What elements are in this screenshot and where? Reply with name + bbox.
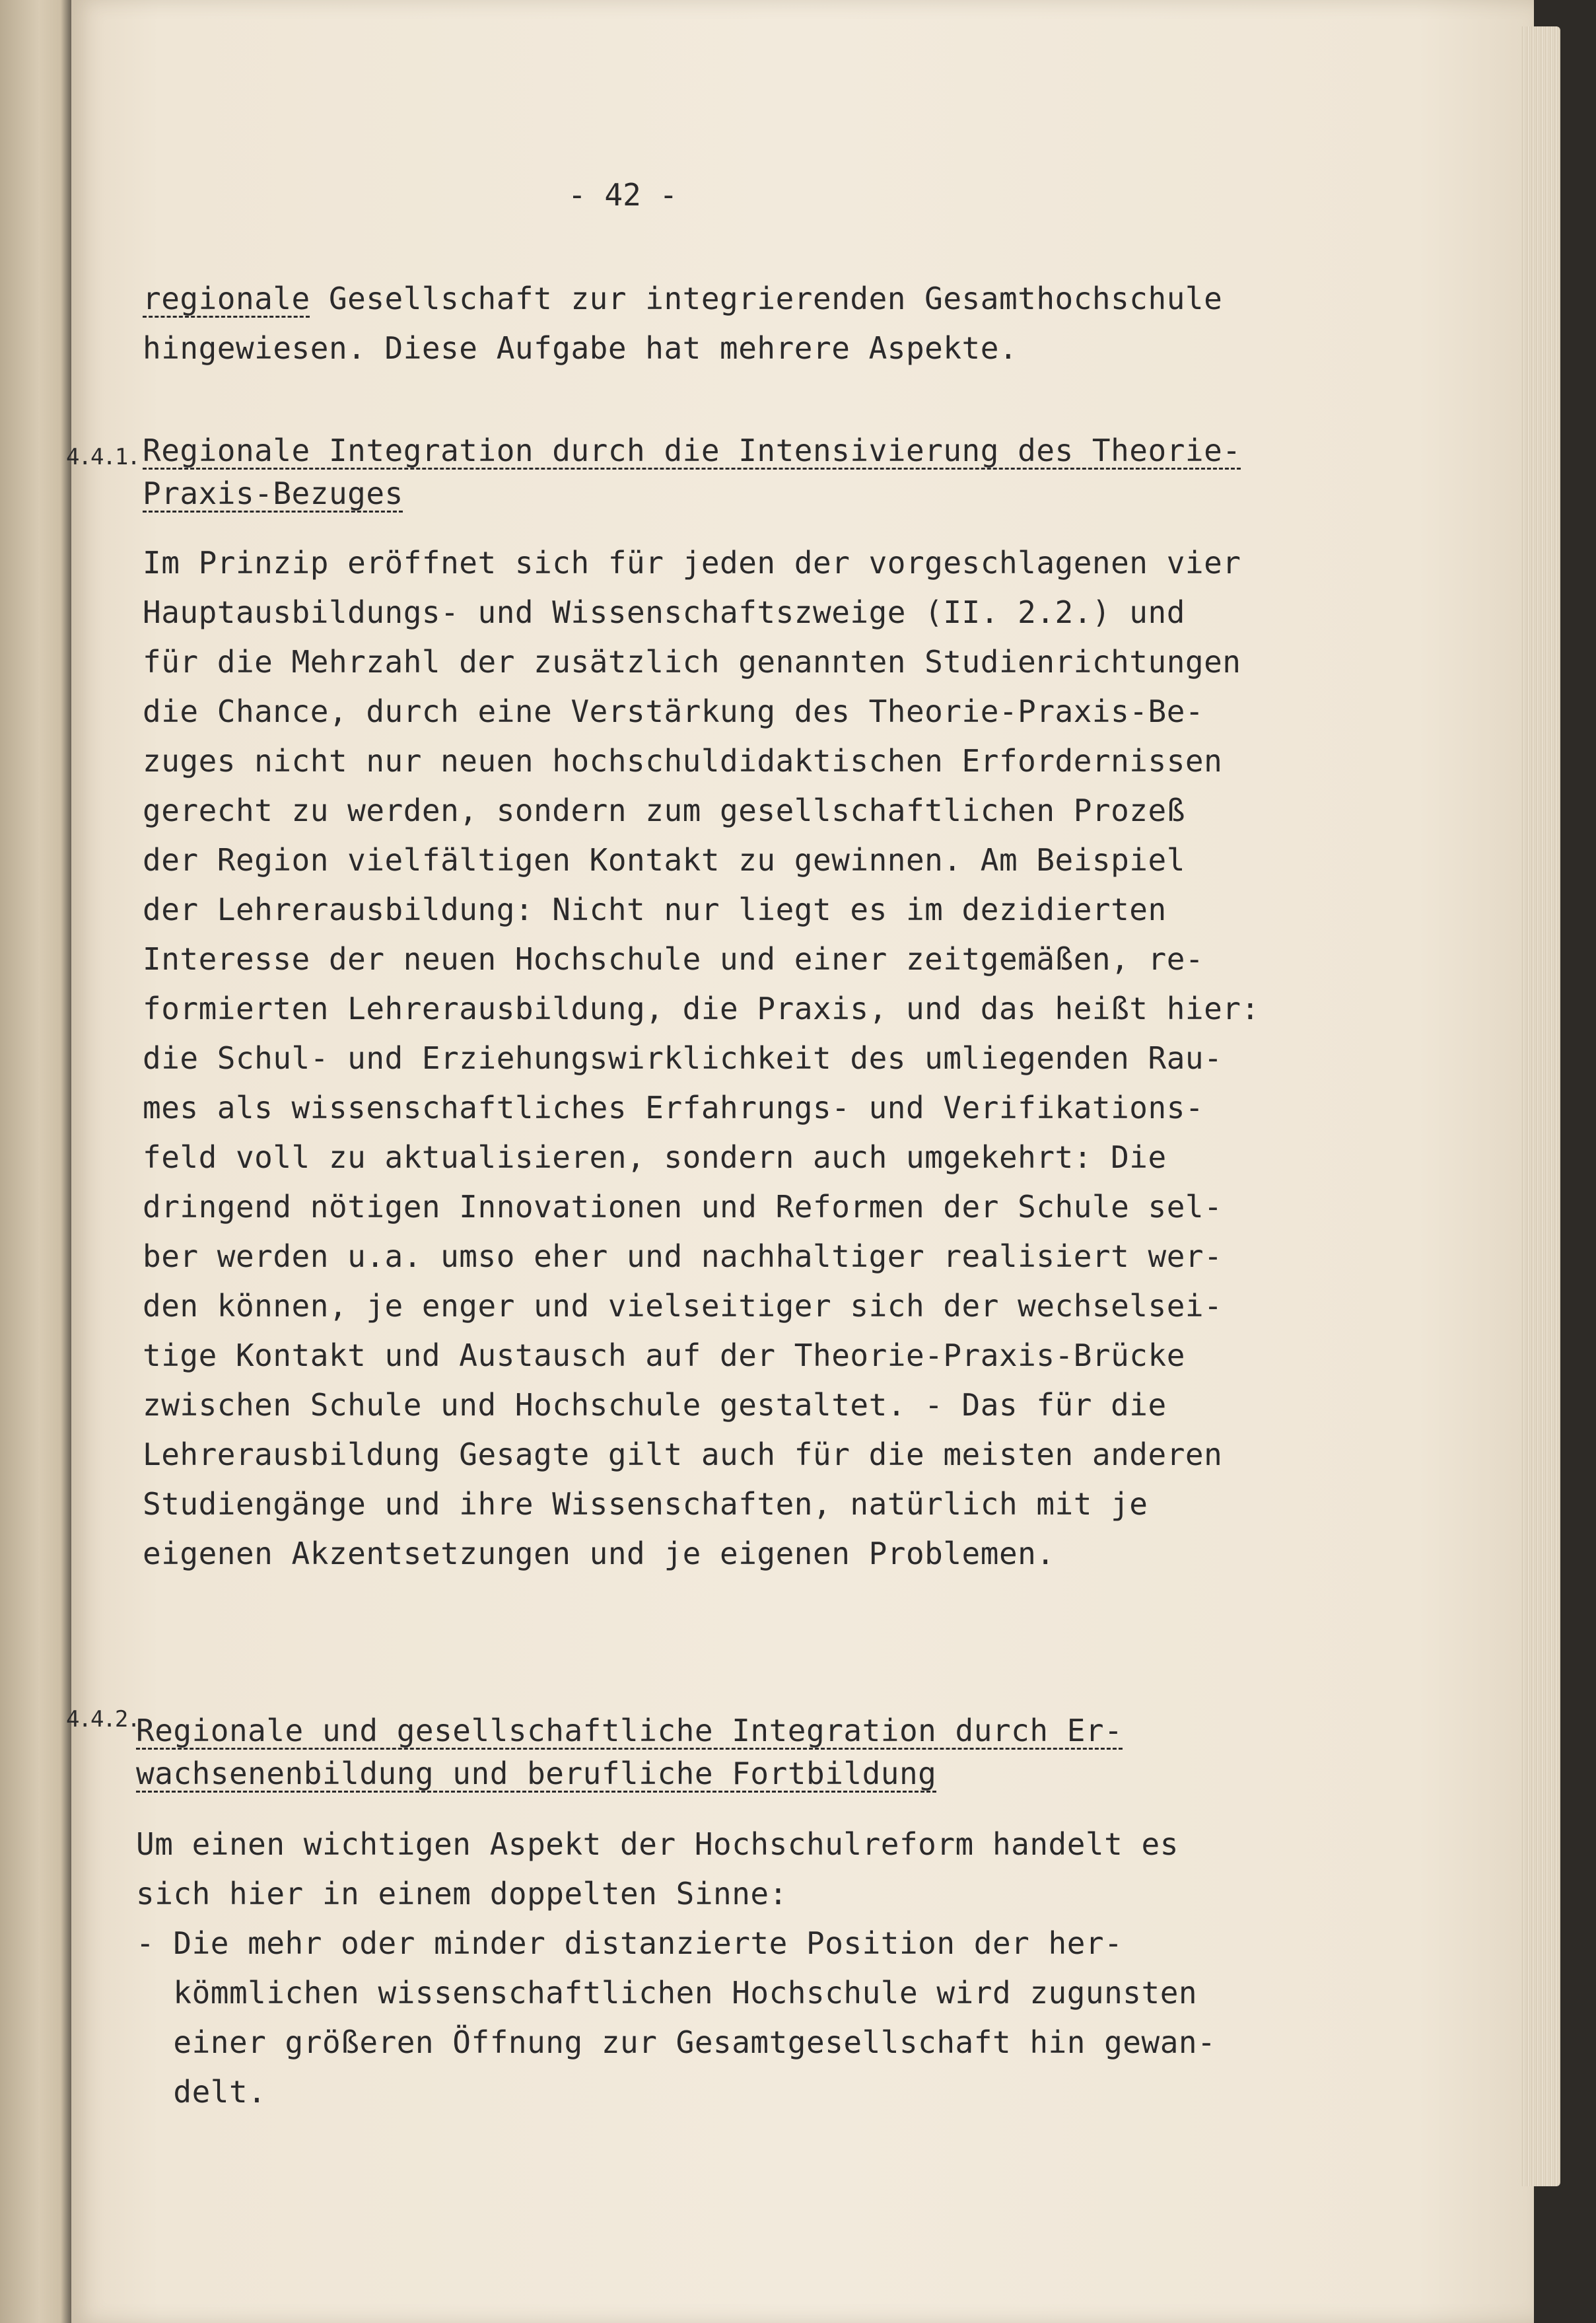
body-line: Im Prinzip eröffnet sich für jeden der vorgeschlagenen vier — [143, 545, 1241, 581]
body-line: mes als wissenschaftliches Erfahrungs- und Verifikations- — [143, 1090, 1204, 1126]
body-line: der Lehrerausbildung: Nicht nur liegt es im dezidierten — [143, 892, 1167, 927]
section-heading-line: Regionale Integration durch die Intensivierung des Theorie- — [143, 433, 1241, 468]
intro-line-rest: Gesellschaft zur integrierenden Gesamthochschule — [310, 281, 1223, 316]
body-line: ber werden u.a. umso eher und nachhaltiger realisiert wer- — [143, 1238, 1223, 1274]
body-line: Hauptausbildungs- und Wissenschaftszweige (II. 2.2.) und — [143, 594, 1185, 630]
body-line: Studiengänge und ihre Wissenschaften, natürlich mit je — [143, 1486, 1148, 1522]
page-number: - 42 - — [568, 177, 678, 213]
body-line: zuges nicht nur neuen hochschuldidaktischen Erfordernissen — [143, 743, 1223, 779]
body-line: den können, je enger und vielseitiger sich der wechselsei- — [143, 1288, 1223, 1324]
intro-line-lead: regionale — [143, 281, 310, 316]
body-line: Lehrerausbildung Gesagte gilt auch für die meisten anderen — [143, 1437, 1223, 1472]
body-line: Interesse der neuen Hochschule und einer zeitgemäßen, re- — [143, 941, 1204, 977]
section-heading-line: Regionale und gesellschaftliche Integration durch Er- — [136, 1713, 1123, 1748]
body-line: eigenen Akzentsetzungen und je eigenen Problemen. — [143, 1536, 1055, 1571]
bullet-line: - Die mehr oder minder distanzierte Position der her- — [136, 1925, 1123, 1961]
intro-line-rest: hingewiesen. Diese Aufgabe hat mehrere Aspekte. — [143, 330, 1018, 366]
body-line: dringend nötigen Innovationen und Reformen der Schule sel- — [143, 1189, 1223, 1225]
intro-line — [143, 281, 1222, 330]
section-number: 4.4.1. — [66, 444, 139, 470]
body-line: sich hier in einem doppelten Sinne: — [136, 1876, 788, 1912]
body-line: Um einen wichtigen Aspekt der Hochschulreform handelt es — [136, 1826, 1179, 1862]
facing-page-edge — [0, 0, 71, 2323]
bullet-line: kömmlichen wissenschaftlichen Hochschule wird zugunsten — [136, 1975, 1198, 2011]
body-line: formierten Lehrerausbildung, die Praxis, und das heißt hier: — [143, 991, 1260, 1026]
body-line: für die Mehrzahl der zusätzlich genannten Studienrichtungen — [143, 644, 1241, 680]
section-heading — [136, 1713, 1123, 1805]
page-stack-edge — [1521, 26, 1560, 2186]
section-heading-line: Praxis-Bezuges — [143, 476, 403, 511]
intro-paragraph — [143, 281, 1222, 380]
section-body — [143, 545, 1260, 1585]
body-line: gerecht zu werden, sondern zum gesellschaftlichen Prozeß — [143, 793, 1185, 828]
body-line: feld voll zu aktualisieren, sondern auch umgekehrt: Die — [143, 1139, 1167, 1175]
body-line: der Region vielfältigen Kontakt zu gewinnen. Am Beispiel — [143, 842, 1185, 878]
body-line: die Schul- und Erziehungswirklichkeit des umliegenden Rau- — [143, 1040, 1223, 1076]
body-line: zwischen Schule und Hochschule gestaltet. - Das für die — [143, 1387, 1167, 1423]
bullet-line: einer größeren Öffnung zur Gesamtgesellschaft hin gewan- — [136, 2024, 1216, 2060]
section-body — [136, 1826, 1216, 2124]
bullet-line: delt. — [136, 2074, 267, 2110]
body-line: tige Kontakt und Austausch auf der Theorie-Praxis-Brücke — [143, 1338, 1185, 1373]
section-heading-line: wachsenenbildung und berufliche Fortbildung — [136, 1756, 937, 1791]
section-number: 4.4.2. — [66, 1706, 139, 1733]
intro-line — [143, 330, 1222, 380]
body-line: die Chance, durch eine Verstärkung des Theorie-Praxis-Be- — [143, 694, 1204, 729]
section-heading — [143, 433, 1241, 525]
